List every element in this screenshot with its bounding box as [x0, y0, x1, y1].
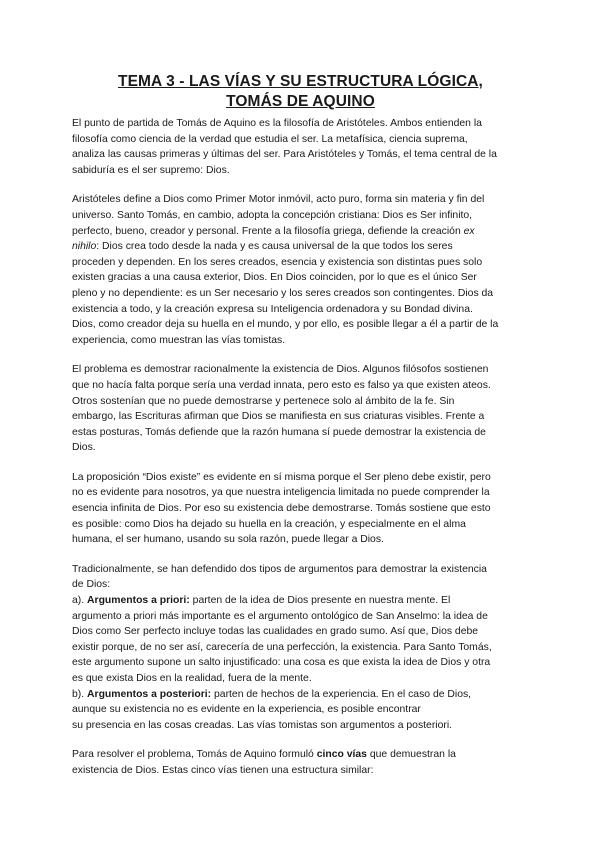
document-title — [72, 72, 529, 112]
text-line: El punto de partida de Tomás de Aquino es la filosofía de Aristóteles. Ambos entienden la — [72, 118, 482, 129]
text-span: Para resolver el problema, Tomás de Aquino formuló — [72, 749, 317, 761]
text-line: existencia a todo, y la creación expresa su Inteligencia ordenadora y su Bondad divina. — [72, 303, 473, 315]
text-line: filosofía como ciencia de la verdad que estudia el ser. La metafísica, ciencia suprema, — [72, 133, 468, 145]
text-line: Otros sostenían que no puede demostrarse y pertenece solo al ámbito de la fe. Sin — [72, 395, 455, 407]
paragraph-proposicion — [72, 470, 529, 548]
text-line: es que exista Dios en la realidad, fuera de la mente. — [72, 673, 312, 684]
text-span: : Dios crea todo desde la nada y es causa universal de la que todos los seres — [96, 241, 453, 253]
bold-cinco-vias: cinco vías — [316, 749, 367, 761]
paragraph-intro — [72, 116, 529, 178]
italic-ex: ex — [463, 225, 475, 237]
text-line: embargo, las Escrituras afirman que Dios se manifiesta en sus criaturas visibles. Frente a — [72, 411, 485, 423]
text-line: Dios. — [72, 442, 96, 454]
text-line: Dios, como creador deja su huella en el mundo, y por ello, es posible llegar a él a partir de la — [72, 319, 499, 331]
text-line: este argumento supone un salto injustificado: una cosa es que exista la idea de Dios y otra — [72, 657, 491, 669]
text-line: Dios como Ser perfecto incluye todas las cualidades en grado sumo. Así que, Dios debe — [72, 626, 479, 638]
text-line: analiza las causas primeras y últimas del ser. Para Aristóteles y Tomás, el tema central de la — [72, 149, 497, 161]
bold-a-posteriori: Argumentos a posteriori: — [87, 688, 212, 700]
text-line: es posible: como Dios ha dejado su huella en la creación, y especialmente en el alma — [72, 518, 466, 530]
argumentos-a-posteriori-line — [72, 687, 529, 703]
text-line: universo. Santo Tomás, en cambio, adopta la concepción cristiana: Dios es Ser infinito, — [72, 209, 473, 221]
text-line: Aristóteles define a Dios como Primer Motor inmóvil, acto puro, forma sin materia y fin del — [72, 194, 485, 206]
text-line — [72, 224, 529, 240]
argumentos-a-priori-line — [72, 593, 529, 609]
text-line — [72, 239, 529, 255]
text-line: argumento a priori más importante es el argumento ontológico de San Anselmo: la idea de — [72, 610, 488, 622]
text-line: su presencia en las cosas creadas. Las vías tomistas son argumentos a posteriori. — [72, 719, 453, 731]
text-line: La proposición “Dios existe” es evidente en sí misma porque el Ser pleno debe existir, pero — [72, 471, 491, 483]
paragraph-cinco-vias — [72, 747, 529, 778]
text-line: existencia de Dios. Estas cinco vías tienen una estructura similar: — [72, 764, 374, 776]
text-span: perfecto, bueno, creador y personal. Frente a la filosofía griega, defiende la creación — [72, 225, 461, 237]
text-line: Tradicionalmente, se han defendido dos tipos de argumentos para demostrar la existencia — [72, 563, 487, 575]
text-span: parten de hechos de la experiencia. En el caso de Dios, — [211, 688, 472, 700]
title-line-1: TEMA 3 - LAS VÍAS Y SU ESTRUCTURA LÓGICA, — [118, 73, 483, 90]
text-line: existir porque, de no ser así, carecería de una perfección, la existencia. Para Santo Tomás, — [72, 641, 492, 653]
text-line: experiencia, como muestran las vías tomistas. — [72, 334, 286, 346]
paragraph-problema — [72, 362, 529, 456]
text-line: sabiduría es el ser supremo: Dios. — [72, 164, 230, 176]
list-marker-a: a). — [72, 595, 88, 607]
text-line: humana, el ser humano, usando su sola razón, puede llegar a Dios. — [72, 534, 384, 546]
text-line — [72, 747, 529, 763]
paragraph-aristoteles — [72, 192, 529, 348]
paragraph-argumentos — [72, 562, 529, 734]
text-line: existen gracias a una causa exterior, Dios. En Dios coinciden, por lo que es el único Ser — [72, 272, 477, 284]
italic-nihilo: nihilo — [72, 241, 97, 253]
text-line: El problema es demostrar racionalmente la existencia de Dios. Algunos filósofos sostienen — [72, 364, 489, 376]
list-marker-b: b). — [72, 688, 88, 700]
text-line: proceden y dependen. En los seres creados, esencia y existencia son distintas pues solo — [72, 256, 483, 268]
text-line: estas posturas, Tomás defiende que la razón humana sí puede demostrar la existencia de — [72, 426, 486, 438]
text-line: de Dios: — [72, 579, 111, 591]
text-line: no es evidente para nosotros, ya que nuestra inteligencia limitada no puede comprender la — [72, 487, 490, 499]
text-line: que no hacía falta porque sería una verdad innata, pero esto es falso ya que existen ateos. — [72, 379, 491, 391]
title-line-2: TOMÁS DE AQUINO — [226, 93, 375, 110]
text-line: esencia infinita de Dios. Por eso su existencia debe demostrarse. Tomás sostiene que esto — [72, 503, 491, 515]
text-span: que demuestran la — [366, 749, 456, 761]
text-line: aunque su existencia no es evidente en la experiencia, es posible encontrar — [72, 704, 421, 716]
bold-a-priori: Argumentos a priori: — [87, 595, 190, 607]
text-line: pleno y no dependiente: es un Ser necesario y los seres creados son contingentes. Dios da — [72, 287, 494, 299]
text-span: parten de la idea de Dios presente en nuestra mente. El — [189, 595, 451, 607]
